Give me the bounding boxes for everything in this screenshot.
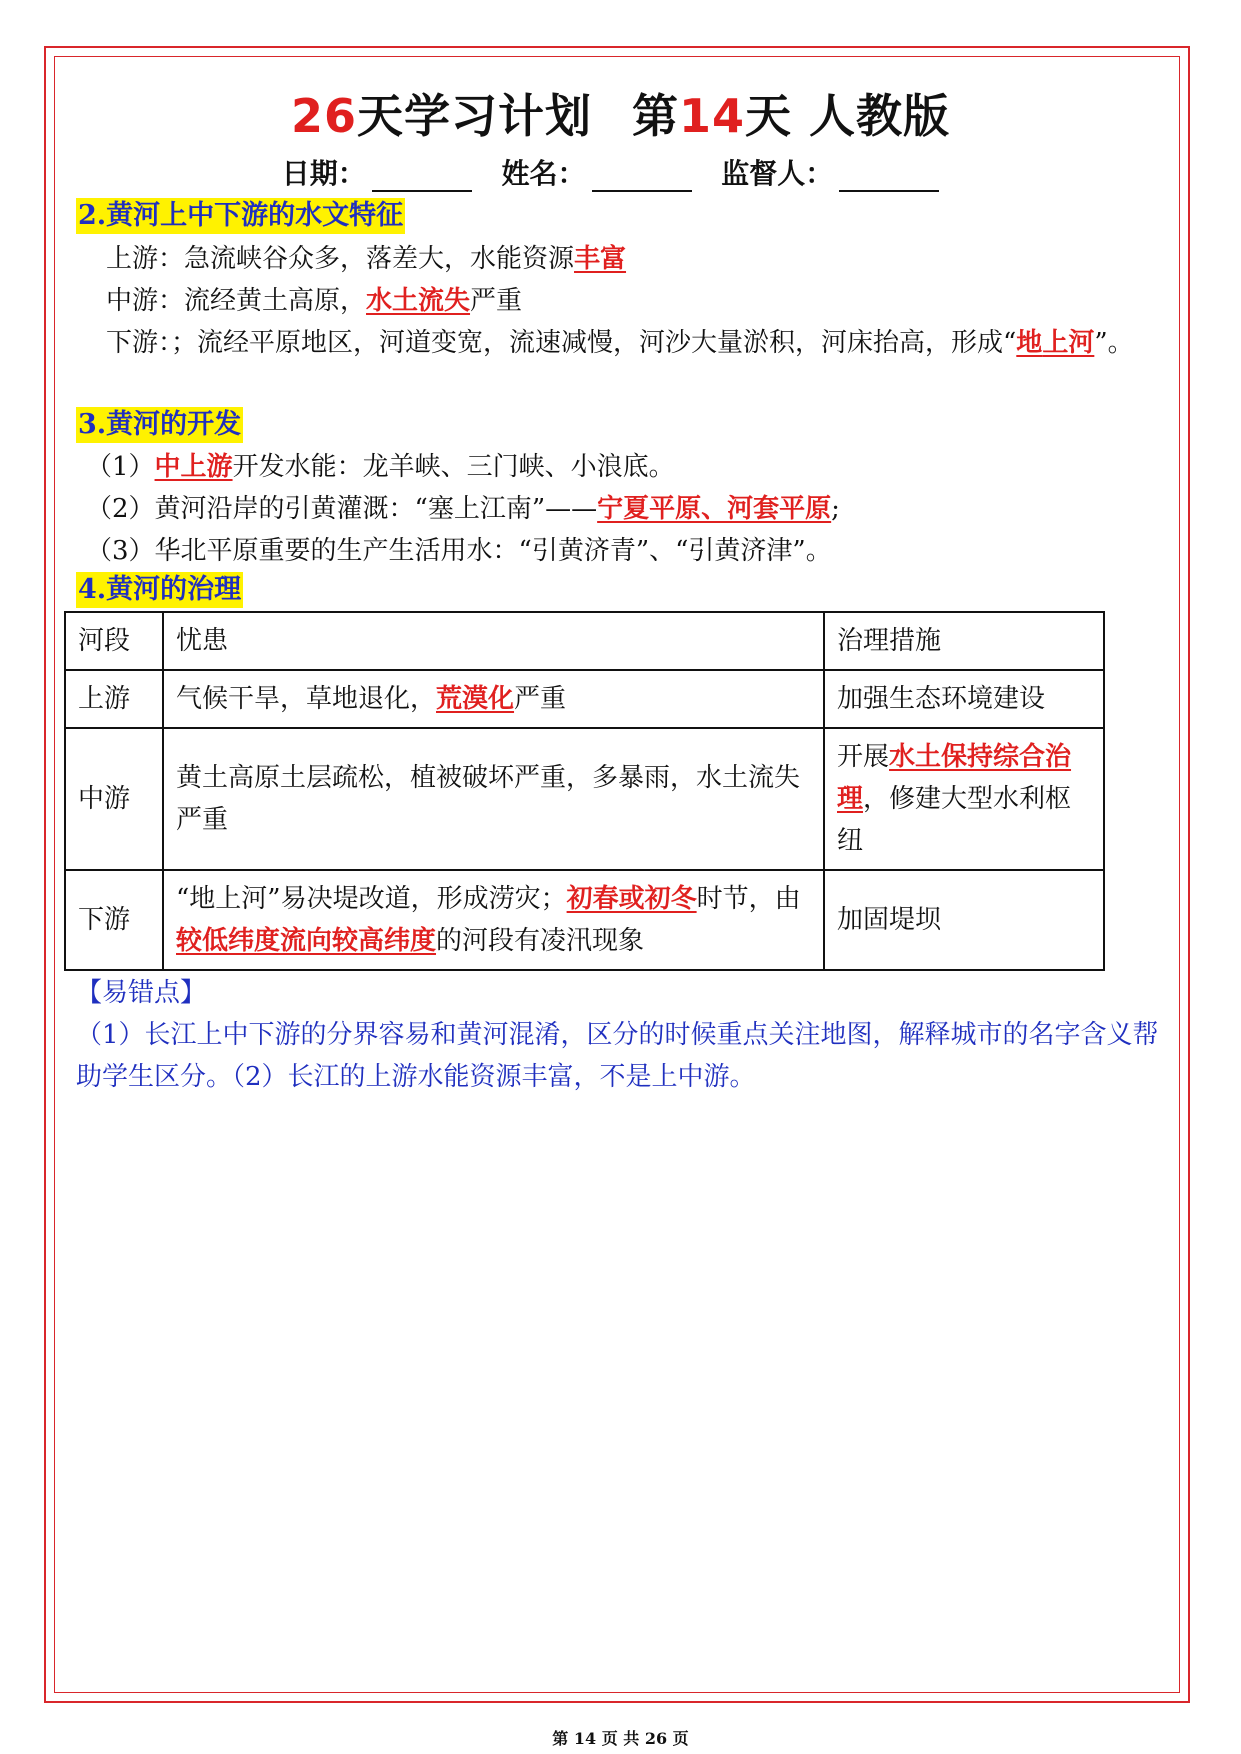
page-footer: 第 14 页 共 26 页 — [552, 1729, 689, 1748]
section2-heading: 2.黄河上中下游的水文特征 — [76, 198, 405, 234]
section2-middle: 中游：流经黄土高原，水土流失严重 — [106, 286, 523, 316]
supervisor-field[interactable] — [839, 164, 939, 192]
section3-heading: 3.黄河的开发 — [76, 407, 243, 443]
table-row — [65, 670, 1104, 728]
title-day-prefix: 第 — [631, 89, 679, 143]
table-row — [65, 870, 1104, 970]
section2-lower: 下游：；流经平原地区，河道变宽，流速减慢，河沙大量淤积，河床抬高，形成“地上河”。 — [106, 328, 1134, 358]
table-header: 河段 — [65, 612, 163, 670]
table-cell-issue: 气候干旱，草地退化，荒漠化严重 — [163, 670, 824, 728]
section3-item3: （3）华北平原重要的生产生活用水：“引黄济青”、“引黄济津”。 — [86, 536, 832, 566]
date-label: 日期： — [281, 157, 366, 190]
supervisor-label: 监督人： — [721, 157, 834, 190]
page-title — [0, 80, 1241, 146]
table-cell-segment: 下游 — [65, 870, 163, 970]
table-cell-issue: 黄土高原土层疏松，植被破坏严重，多暴雨，水土流失严重 — [163, 728, 824, 870]
section3-item2: （2）黄河沿岸的引黄灌溉：“塞上江南”——宁夏平原、河套平原; — [86, 494, 840, 524]
table-cell-segment: 中游 — [65, 728, 163, 870]
table-cell-measure: 加强生态环境建设 — [824, 670, 1104, 728]
title-day-suffix: 天 — [745, 89, 792, 143]
info-row — [0, 152, 1241, 192]
name-field[interactable] — [592, 164, 692, 192]
table-header: 治理措施 — [824, 612, 1104, 670]
table-cell-issue: “地上河”易决堤改道，形成涝灾；初春或初冬时节，由较低纬度流向较高纬度的河段有凌汛现象 — [163, 870, 824, 970]
section2-upper: 上游：急流峡谷众多，落差大，水能资源丰富 — [106, 244, 627, 274]
table-header-row — [65, 612, 1104, 670]
title-plan: 天学习计划 — [356, 89, 592, 143]
table-cell-measure: 加固堤坝 — [824, 870, 1104, 970]
section3-item1: （1）中上游开发水能：龙羊峡、三门峡、小浪底。 — [86, 452, 675, 482]
table-cell-segment: 上游 — [65, 670, 163, 728]
table-header: 忧患 — [163, 612, 824, 670]
table-cell-measure: 开展水土保持综合治理，修建大型水利枢纽 — [824, 728, 1104, 870]
title-edition: 人教版 — [809, 89, 951, 143]
title-number-26: 26 — [290, 89, 357, 143]
date-field[interactable] — [372, 164, 472, 192]
title-number-14: 14 — [678, 89, 745, 143]
name-label: 姓名： — [501, 157, 586, 190]
errors-heading: 【易错点】 — [76, 978, 207, 1008]
governance-table — [64, 611, 1105, 971]
section4-heading: 4.黄河的治理 — [76, 572, 243, 608]
errors-text: （1）长江上中下游的分界容易和黄河混淆，区分的时候重点关注地图，解释城市的名字含义帮助学生区分。（2）长江的上游水能资源丰富，不是上中游。 — [76, 1020, 1159, 1092]
table-row — [65, 728, 1104, 870]
